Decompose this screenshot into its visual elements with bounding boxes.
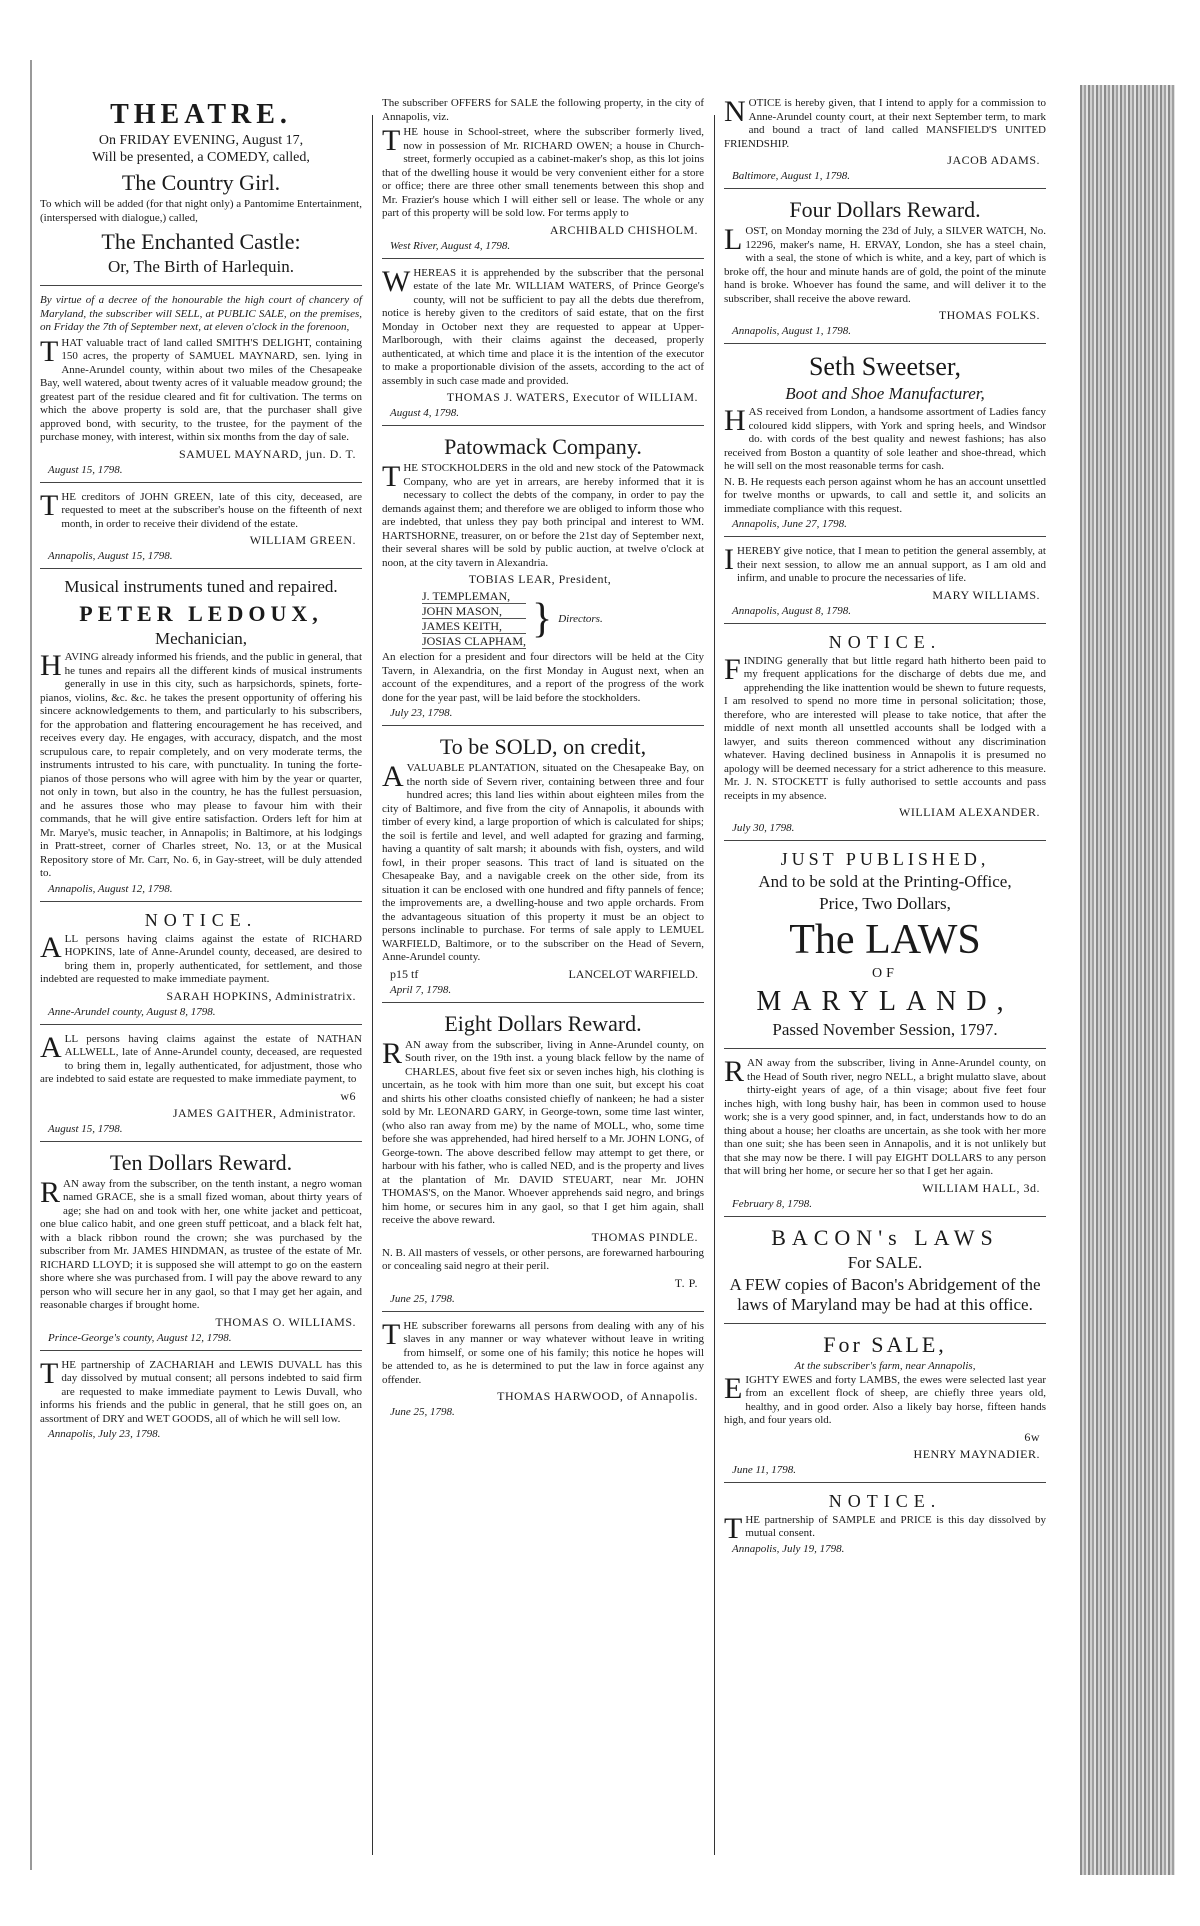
ledoux-ad — [40, 577, 362, 902]
ad-title: BACON's LAWS — [771, 1224, 999, 1250]
alexander-notice — [724, 632, 1046, 842]
director-name: JOSIAS CLAPHAM, — [422, 634, 527, 648]
sample-price-notice — [724, 1491, 1046, 1561]
ad-body: RAN away from the subscriber, on the tenth instant, a negro woman named GRACE, she is a small fized woman, about thirty years of age; she had on and took with her, one white jacket and petticoat, one blue calico habit, and one green stuff petticoat, and a black felt hat, with a black ribbon round the crown; she was purchased by the subscriber from Mr. JAMES HINDMAN, as trustee of the estate of Mr. RICHARD LLOYD; it is supposed she will attempt to go on the eastern shore where she was purchased from. I will pay the above reward to any person who will secure her in any gaol, so that I may get her again, and reasonable charges if brought home. — [40, 1175, 362, 1311]
ad-date: July 30, 1798. — [732, 822, 795, 834]
ad-line: At the subscriber's farm, near Annapolis, — [794, 1359, 976, 1372]
column-2 — [382, 95, 704, 1432]
ad-line: OF — [872, 966, 898, 981]
ad-signature: JAMES GAITHER, Administrator. — [172, 1105, 356, 1120]
afterpiece-subtitle: Or, The Birth of Harlequin. — [108, 257, 294, 276]
ten-dollars-reward-ad — [40, 1150, 362, 1351]
ad-date: Annapolis, August 15, 1798. — [48, 550, 173, 562]
ad-date: Annapolis, August 12, 1798. — [48, 882, 173, 895]
ad-title: The LAWS — [789, 917, 981, 963]
afterpiece-title: The Enchanted Castle: — [101, 229, 301, 254]
ad-signature: ARCHIBALD CHISHOLM. — [549, 222, 698, 237]
ad-subtitle: For SALE. — [847, 1252, 923, 1272]
ad-body: THAT valuable tract of land called SMITH'S DELIGHT, containing 150 acres, the property of SAMUEL MAYNARD, sen. lying in Anne-Arundel county, within about two miles of the Chesapeake Bay, well watered, about twenty acres of it valuable meadow ground; the greatest part of the residue cleared and fit for cultivation. The terms on which the above property is sold are, that the purchaser shall give approved bond, with security, to the trustee, for the payment of the purchase money, with interest, within six months from the day of sale. — [40, 334, 362, 443]
ad-signature: THOMAS J. WATERS, Executor of WILLIAM. — [446, 390, 698, 404]
ad-signature: THOMAS HARWOOD, of Annapolis. — [497, 1389, 698, 1403]
mary-williams-notice — [724, 545, 1046, 624]
ad-title: NOTICE. — [828, 1490, 942, 1511]
ad-body-2: An election for a president and four directors will be held at the City Tavern, in Alexandria, on the first Monday in August next, when an account of the expenditures, and a report of the progress of the work done for the year past, will be laid before the stockholders. — [382, 651, 704, 704]
directors-label: Directors. — [558, 613, 603, 625]
ad-date: Annapolis, August 8, 1798. — [732, 604, 851, 617]
for-sale-ad — [724, 1332, 1046, 1483]
ad-body: To which will be added (for that night only) a Pantomime Entertainment, (interspersed with dialogue,) called, — [40, 198, 362, 224]
ad-title: Ten Dollars Reward. — [109, 1149, 293, 1175]
ad-date: April 7, 1798. — [390, 983, 452, 996]
ad-signature: SAMUEL MAYNARD, jun. D. T. — [178, 446, 356, 461]
ad-date: August 15, 1798. — [48, 1122, 123, 1135]
ad-signature: WILLIAM ALEXANDER. — [899, 805, 1040, 819]
page-edge-shadow — [30, 60, 32, 1870]
ad-date: June 25, 1798. — [390, 1406, 455, 1418]
warfield-plantation-ad — [382, 734, 704, 1003]
ad-signature: THOMAS O. WILLIAMS. — [215, 1314, 356, 1329]
ad-body: NOTICE is hereby given, that I intend to apply for a commission to Anne-Arundel county court, at their next September term, to mark and bound a tract of land called MANSFIELD'S UNITED FRIENDSHIP. — [724, 95, 1046, 150]
president-line: TOBIAS LEAR, President, — [468, 572, 612, 586]
hopkins-notice — [40, 910, 362, 1025]
ad-mark: p15 tf — [390, 966, 419, 981]
brace-glyph: } — [532, 596, 553, 642]
ad-signature: WILLIAM HALL, 3d. — [922, 1180, 1040, 1195]
hall-runaway-ad — [724, 1057, 1046, 1217]
ad-state: MARYLAND, — [756, 986, 1014, 1017]
ad-date: Baltimore, August 1, 1798. — [732, 170, 850, 182]
signature-row — [390, 967, 698, 982]
ad-date: West River, August 4, 1798. — [390, 239, 511, 252]
theatre-ad — [40, 99, 362, 286]
ad-title: For SALE, — [823, 1331, 947, 1357]
ad-line: Price, Two Dollars, — [819, 894, 951, 913]
director-name: JAMES KEITH, — [422, 619, 526, 634]
ad-title: Four Dollars Reward. — [789, 197, 981, 222]
ad-body: EIGHTY EWES and forty LAMBS, the ewes were selected last year from an excellent flock of sheep, are chiefly three years old, healthy, and in good order. Also a likely bay horse, fifteen hands high, and four years old. — [724, 1371, 1046, 1426]
chisholm-sale-ad — [382, 97, 704, 259]
ad-date: June 11, 1798. — [732, 1463, 796, 1476]
ad-date: February 8, 1798. — [732, 1197, 813, 1210]
sweetser-ad — [724, 352, 1046, 537]
directors-block — [422, 589, 704, 649]
ad-signature: SARAH HOPKINS, Administratrix. — [166, 988, 356, 1003]
directors-list — [422, 589, 526, 649]
column-rule — [372, 115, 373, 1855]
newspaper-page — [40, 95, 1070, 1865]
ad-body: THE STOCKHOLDERS in the old and new stock of the Patowmack Company, who are yet in arrears, are hereby informed that it is necessary to collect the debts of the company, in order to pay the demands against them; and therefore we are obliged to inform those who are indebted, that unless they pay both principal and interest to WM. HARTSHORNE, treasurer, on or before the 21st day of September next, their several shares will be sold by public auction, at twelve o'clock at noon, at the city tavern in Alexandria. — [382, 460, 704, 569]
patowmack-company-ad — [382, 434, 704, 726]
ad-date: June 25, 1798. — [390, 1292, 455, 1305]
ad-signature: THOMAS PINDLE. — [591, 1229, 698, 1244]
column-1 — [40, 95, 362, 1454]
ad-title: Eight Dollars Reward. — [444, 1010, 642, 1036]
ad-date: Prince-George's county, August 12, 1798. — [48, 1331, 232, 1344]
ad-title: Seth Sweetser, — [808, 352, 962, 381]
ad-title: Patowmack Company. — [444, 434, 642, 459]
ad-body: FINDING generally that but little regard hath hitherto been paid to my frequent applications for the discharge of debts due me, and apprehending the like inattention would be shewn to future requests, I am resolved to spend no more time in personal solicitation; those, therefore, who are interested will please to take notice, that after the middle of next month all unsettled accounts shall be lodged with a lawyer, and suits thereon commenced without any discrimination whatever. Having declined business in Annapolis it is presumed no apology will be deemed necessary for a strict adherence to this measure. Mr. J. N. STOCKETT is fully authorised to settle accounts and pass receipts in my absence. — [724, 652, 1046, 802]
harwood-notice — [382, 1317, 704, 1425]
ad-date: Annapolis, June 27, 1798. — [732, 518, 847, 530]
ad-body: THE partnership of SAMPLE and PRICE is this day dissolved by mutual consent. — [724, 1511, 1046, 1545]
ad-body: IHEREBY give notice, that I mean to petition the general assembly, at their next session, to allow me an annual support, as I am old and infirm, and unable to procure the necessaries of life. — [724, 543, 1046, 584]
ad-signature: MARY WILLIAMS. — [932, 587, 1040, 602]
ad-body: THE house in School-street, where the subscriber formerly lived, now in possession of Mr. RICHARD OWEN; a house in Church-street, formerly occupied as a cabinet-maker's shop, as this lot joins that of the dwelling house it would be very convenient either for a store or office; there are three other small tenements between this shop and Mr. Frazier's house which I will either sell or lease. The whole or any part of this property will be sold low. For terms apply to — [382, 124, 704, 219]
ad-line: On FRIDAY EVENING, August 17, — [98, 133, 304, 148]
director-name: J. TEMPLEMAN, — [422, 589, 526, 604]
ad-title: NOTICE. — [828, 631, 942, 652]
waters-estate-ad — [382, 264, 704, 427]
ad-date: Annapolis, July 19, 1798. — [732, 1542, 845, 1555]
ad-signature: LANCELOT WARFIELD. — [568, 966, 698, 981]
adams-notice — [724, 97, 1046, 189]
eight-dollars-reward-ad — [382, 1011, 704, 1312]
ad-title: NOTICE. — [144, 909, 258, 930]
ad-mark: 6w — [1024, 1429, 1040, 1444]
allwell-notice — [40, 1030, 362, 1142]
director-name: JOHN MASON, — [422, 604, 526, 619]
ad-date: Anne-Arundel county, August 8, 1798. — [48, 1005, 216, 1018]
ad-trade: Mechanician, — [154, 629, 248, 648]
ad-signature: WILLIAM GREEN. — [249, 533, 356, 547]
ad-date: Annapolis, August 1, 1798. — [732, 325, 851, 337]
ad-body: HAS received from London, a handsome assortment of Ladies fancy coloured kidd slippers, with York and spring heels, and Windsor do. with cords of the best quality and newest fashions; has also received from Boston a quantity of sole leather and shoe-thread, which he will sell on the most reasonable terms for cash. — [724, 404, 1046, 472]
maynard-sale-ad — [40, 294, 362, 483]
ad-title: THEATRE. — [110, 99, 292, 130]
ad-name: PETER LEDOUX, — [79, 601, 323, 626]
ad-body: HAVING already informed his friends, and the public in general, that he tunes and repairs all the different kinds of musical instruments generally in use in this city, such as harpsichords, spinets, forte-pianos, violins, &c. &c. he takes the present opportunity of offering his sincere acknowledgements to them, and particularly to his subscribers, for the approbation and flattering encouragement he has received, and receives every day. He engages, with accuracy, dispatch, and the most scrupulous care, to repair completely, and on very moderate terms, the instruments intrusted to his care, with punctuality. In tuning the forte-pianos of those persons who will agree with him by the year or quarter, not only in town, but also in the country, he has the fullest persuasion, and he assures those who may please to favour him with their commands, that he will give entire satisfaction. Orders left for him at Mr. Marye's, music teacher, in Annapolis; in Baltimore, at his lodgings in Pratt-street, corner of Charles street, No. 13, or at the Musical Repository store of Mr. Carr, No. 6, in Gay-street, will be duly attended to. — [40, 649, 362, 879]
ad-trade: Boot and Shoe Manufacturer, — [785, 384, 985, 403]
ad-nb: N. B. All masters of vessels, or other persons, are forewarned harbouring or concealing said negro at their peril. — [382, 1246, 704, 1272]
bacons-laws-ad — [724, 1225, 1046, 1324]
ad-date: Annapolis, July 23, 1798. — [48, 1428, 161, 1440]
ad-date: August 4, 1798. — [390, 407, 460, 419]
ad-line: Will be presented, a COMEDY, called, — [92, 150, 310, 165]
ad-date: July 23, 1798. — [390, 707, 453, 719]
four-dollars-reward-ad — [724, 197, 1046, 344]
ad-body: RAN away from the subscriber, living in Anne-Arundel county, on South river, on the 19th inst. a young black fellow by the name of CHARLES, about five feet six or seven inches high, his clothing is uncertain, as he took with him more than one suit, but except his coat and shirts his other cloaths consisted chiefly of nankeen; he had a sister sold by Mr. LEONARD GARY, in George-town, some time last winter, (who also ran away from me) by the name of MOLL, who, some time before she was apprehended, had hired herself to a Mr. JOHN LONG, of George-town. The above described fellow may attempt to get there, or harbour with his father, who is called NED, and is the property and lives at the plantation of Mr. DAVID STEUART, near Mr. JOHN THOMAS'S, on the Manor. Whoever apprehends said negro, and brings him home, or secures him in any gaol, so that I get him again, shall receive the above reward. — [382, 1036, 704, 1226]
ad-signature: JACOB ADAMS. — [947, 153, 1040, 167]
ad-date: August 15, 1798. — [48, 463, 123, 476]
ad-body: WHEREAS it is apprehended by the subscriber that the personal estate of the late Mr. WILLIAM WATERS, of Prince George's county, will not be sufficient to pay all the debts due therefrom, notice is hereby given to the creditors of said estate, that on the first Monday in October next they are requested to appear at Upper-Marlborough, with their claims against the deceased, properly authenticated, at which time and place it is the intention of the executor to make a proportionable division of the assets, according to the act of assembly in such case made and provided. — [382, 264, 704, 387]
ad-title: To be SOLD, on credit, — [439, 734, 647, 759]
ad-mark: T. P. — [674, 1275, 698, 1290]
duvall-partnership-ad — [40, 1356, 362, 1447]
ad-intro: The subscriber OFFERS for SALE the following property, in the city of Annapolis, viz. — [382, 97, 704, 123]
ad-body: THE creditors of JOHN GREEN, late of this city, deceased, are requested to meet at the subscriber's house on the fifteenth of next month, in order to receive their dividend of the estate. — [40, 488, 362, 530]
ad-body: RAN away from the subscriber, living in Anne-Arundel county, on the Head of South river, negro NELL, a bright mulatto slave, about thirty-eight years of age, of a thin visage; about five feet four inches high, with long bushy hair, has been in common used to house work; she is a very good spinner, and, in fact, understands how to do an thing about a house; her cloaths are uncertain, as she took with her more than one suit; she has been seen in Annapolis, and it is not unlikely but that she may now be there. I will pay EIGHT DOLLARS to any person that will bring her home, or secure her so that I get her again. — [724, 1055, 1046, 1177]
ad-body: LOST, on Monday morning the 23d of July, a SILVER WATCH, No. 12296, maker's name, H. ERVAY, London, she has a steel chain, with a seal, the stone of which is white, and a key, part of which is broke off, the hour and minute hands are of gold, the point of the minute hand is broke. Whoever has found the same, and will deliver it to the subscriber, shall receive the above reward. — [724, 223, 1046, 305]
play-title: The Country Girl. — [121, 170, 281, 195]
ad-nb: N. B. He requests each person against whom he has an account unsettled for twelve months or upwards, to call and settle it, and solicits an immediate compliance with this request. — [724, 475, 1046, 515]
ad-signature: HENRY MAYNADIER. — [913, 1446, 1040, 1461]
ad-body: ALL persons having claims against the estate of NATHAN ALLWELL, late of Anne-Arundel county, deceased, are requested to bring them in, legally authenticated, for adjustment, those who are indebted to said estate are requested to make immediate payment, to — [40, 1030, 362, 1085]
ad-line: JUST PUBLISHED, — [780, 849, 990, 869]
laws-of-maryland-ad — [724, 849, 1046, 1049]
ad-signature: THOMAS FOLKS. — [938, 308, 1040, 322]
ad-body: AVALUABLE PLANTATION, situated on the Chesapeake Bay, on the north side of Severn river, containing between three and four hundred acres; this land lies within about eighteen miles from the city of Baltimore, and five from the city of Annapolis, it abounds with timber of every kind, a large proportion of which is calculated for ships; the soil is fertile and level, and well adapted for grazing and farming, having a quantity of salt marsh; it abounds with fish, oysters, and wild fowl, in their proper seasons. This tract of land is situated on the Chesapeake Bay, and a navigable creek on the other side, from its situation it can be enclosed with one hundred and fifty pannels of fence; the improvements are, a dwelling-house and two apple orchards. From the advantageous situation of this property it must be an object to persons inclinable to purchase. For terms of sale apply to LEMUEL WARFIELD, Baltimore, or to the subscriber on the Head of Severn, Anne-Arundel county. — [382, 760, 704, 963]
ad-line: And to be sold at the Printing-Office, — [758, 872, 1012, 891]
ad-mark: w6 — [340, 1088, 356, 1103]
ad-body: ALL persons having claims against the estate of RICHARD HOPKINS, late of Anne-Arundel county, deceased, are desired to bring them in, properly authenticated, for settlement, and those indebted are requested to make immediate payment. — [40, 930, 362, 985]
ad-line: Passed November Session, 1797. — [772, 1020, 998, 1039]
ad-body: A FEW copies of Bacon's Abridgement of the laws of Maryland may be had at this office. — [729, 1274, 1041, 1314]
ad-body: THE partnership of ZACHARIAH and LEWIS DUVALL has this day dissolved by mutual consent; all persons indebted to said firm are requested to make immediate payment to Lewis Duvall, who informs his friends and the public in general, that he still goes on, an assortment of DRY and WET GOODS, all of which he will sell low. — [40, 1356, 362, 1425]
binding-edge — [1080, 85, 1175, 1875]
green-creditors-ad — [40, 488, 362, 570]
ad-title: Musical instruments tuned and repaired. — [64, 577, 338, 596]
column-3 — [724, 95, 1046, 1569]
ad-body: THE subscriber forewarns all persons from dealing with any of his slaves in any manner or way whatever without leave in writing from himself, or some one of his family; this notice he hopes will be attended to, as he is determined to put the law in force against any offender. — [382, 1317, 704, 1386]
column-rule — [714, 115, 715, 1855]
ad-intro: By virtue of a decree of the honourable the high court of chancery of Maryland, the subscriber will SELL, at PUBLIC SALE, on the premises, on Friday the 7th of September next, at eleven o'clock in the forenoon, — [40, 294, 362, 333]
